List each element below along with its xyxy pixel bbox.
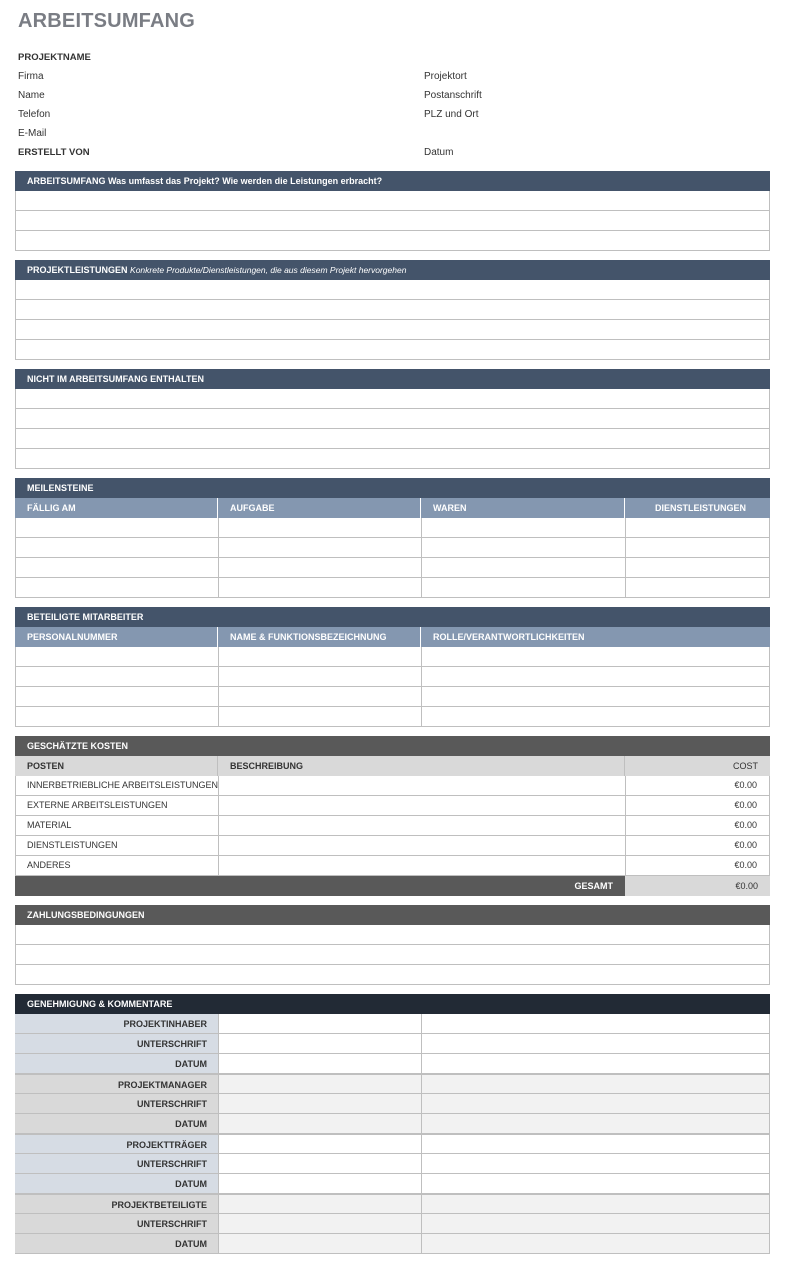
table-cell[interactable]	[16, 667, 219, 686]
approval-comment[interactable]	[421, 1075, 769, 1093]
costs-heading: GESCHÄTZTE KOSTEN	[15, 736, 770, 756]
table-row	[15, 647, 770, 667]
column-header-cost: COST	[732, 761, 758, 771]
approval-date-label: DATUM	[15, 1174, 218, 1193]
deliverables-heading	[15, 260, 770, 280]
staff-heading: BETEILIGTE MITARBEITER	[15, 607, 770, 627]
approval-field[interactable]	[218, 1094, 421, 1113]
column-header-role: ROLLE/VERANTWORTLICHKEITEN	[433, 632, 585, 642]
approval-row	[15, 1154, 770, 1174]
cost-description[interactable]	[219, 816, 626, 835]
table-cell[interactable]	[16, 687, 219, 706]
column-header-name-title: NAME & FUNKTIONSBEZEICHNUNG	[218, 627, 421, 647]
table-cell[interactable]	[626, 538, 769, 557]
table-cell[interactable]	[219, 558, 422, 577]
approval-field[interactable]	[218, 1014, 421, 1033]
approval-field[interactable]	[218, 1054, 421, 1073]
approval-role-label: PROJEKTINHABER	[15, 1014, 218, 1033]
table-cell[interactable]	[219, 667, 422, 686]
cost-description[interactable]	[219, 776, 626, 795]
payment-heading: ZAHLUNGSBEDINGUNGEN	[15, 905, 770, 925]
approval-signature-label: UNTERSCHRIFT	[15, 1214, 218, 1233]
approval-field[interactable]	[218, 1114, 421, 1133]
approval-field[interactable]	[218, 1174, 421, 1193]
approval-row	[15, 1074, 770, 1094]
created-by-label: ERSTELLT VON	[18, 147, 90, 158]
cost-item: INNERBETRIEBLICHE ARBEITSLEISTUNGEN	[16, 776, 219, 795]
approval-row	[15, 1094, 770, 1114]
approval-role-label: PROJEKTBETEILIGTE	[15, 1195, 218, 1213]
milestones-column-headers	[15, 498, 770, 518]
table-cell[interactable]	[422, 558, 626, 577]
approval-field[interactable]	[218, 1034, 421, 1053]
approval-field[interactable]	[218, 1135, 421, 1153]
deliverables-row[interactable]	[15, 340, 770, 360]
exclusions-row[interactable]	[15, 429, 770, 449]
cost-description[interactable]	[219, 836, 626, 855]
approval-date-label: DATUM	[15, 1234, 218, 1253]
cost-row	[15, 776, 770, 796]
project-name-label: PROJEKTNAME	[18, 52, 91, 63]
approval-row	[15, 1194, 770, 1214]
staff-section	[15, 607, 770, 727]
approval-date-label: DATUM	[15, 1114, 218, 1133]
approval-comment[interactable]	[421, 1054, 769, 1073]
table-cell[interactable]	[219, 578, 422, 597]
approval-row	[15, 1134, 770, 1154]
email-label: E-Mail	[18, 128, 47, 139]
table-cell[interactable]	[422, 578, 626, 597]
column-header-item: POSTEN	[15, 756, 218, 776]
scope-section	[15, 171, 770, 251]
scope-row[interactable]	[15, 231, 770, 251]
approval-heading: GENEHMIGUNG & KOMMENTARE	[15, 994, 770, 1014]
approval-comment[interactable]	[421, 1234, 769, 1253]
table-row	[15, 707, 770, 727]
table-cell[interactable]	[16, 518, 219, 537]
table-cell[interactable]	[422, 667, 769, 686]
exclusions-row[interactable]	[15, 409, 770, 429]
table-cell[interactable]	[16, 707, 219, 726]
milestones-section	[15, 478, 770, 598]
table-cell[interactable]	[422, 647, 769, 666]
cost-item: MATERIAL	[16, 816, 219, 835]
cost-total-row	[15, 876, 770, 896]
table-cell[interactable]	[16, 578, 219, 597]
approval-field[interactable]	[218, 1214, 421, 1233]
postal-address-label: Postanschrift	[424, 90, 482, 101]
payment-row[interactable]	[15, 925, 770, 945]
approval-row	[15, 1014, 770, 1034]
cost-value[interactable]: €0.00	[734, 840, 757, 850]
deliverables-heading-text: PROJEKTLEISTUNGEN	[27, 265, 128, 275]
column-header-personnel-number: PERSONALNUMMER	[15, 627, 218, 647]
table-cell[interactable]	[422, 707, 769, 726]
deliverables-section	[15, 260, 770, 360]
approval-role-label: PROJEKTTRÄGER	[15, 1135, 218, 1153]
costs-section	[15, 736, 770, 896]
table-cell[interactable]	[422, 687, 769, 706]
deliverables-row[interactable]	[15, 320, 770, 340]
column-header-due: FÄLLIG AM	[15, 498, 218, 518]
table-cell[interactable]	[626, 578, 769, 597]
zip-city-label: PLZ und Ort	[424, 109, 479, 120]
table-row	[15, 687, 770, 707]
column-header-task: AUFGABE	[218, 498, 421, 518]
approval-row	[15, 1114, 770, 1134]
approval-field[interactable]	[218, 1075, 421, 1093]
cost-row	[15, 796, 770, 816]
approval-signature-label: UNTERSCHRIFT	[15, 1034, 218, 1053]
approval-role-label: PROJEKTMANAGER	[15, 1075, 218, 1093]
table-cell[interactable]	[16, 558, 219, 577]
table-row	[15, 518, 770, 538]
approval-row	[15, 1174, 770, 1194]
cost-row	[15, 836, 770, 856]
approval-comment[interactable]	[421, 1214, 769, 1233]
approval-field[interactable]	[218, 1154, 421, 1173]
phone-label: Telefon	[18, 109, 51, 120]
table-cell[interactable]	[626, 558, 769, 577]
table-cell[interactable]	[16, 538, 219, 557]
deliverables-heading-note: Konkrete Produkte/Dienstleistungen, die aus diesem Projekt hervorgehen	[130, 265, 407, 275]
table-cell[interactable]	[16, 647, 219, 666]
exclusions-heading: NICHT IM ARBEITSUMFANG ENTHALTEN	[15, 369, 770, 389]
column-header-description: BESCHREIBUNG	[218, 756, 625, 776]
approval-comment[interactable]	[421, 1014, 769, 1033]
company-label: Firma	[18, 71, 44, 82]
cost-row	[15, 856, 770, 876]
cost-item: DIENSTLEISTUNGEN	[16, 836, 219, 855]
cost-item: ANDERES	[16, 856, 219, 875]
cost-value[interactable]: €0.00	[734, 780, 757, 790]
cost-description[interactable]	[219, 796, 626, 815]
approval-row	[15, 1234, 770, 1254]
approval-comment[interactable]	[421, 1094, 769, 1113]
cost-item: EXTERNE ARBEITSLEISTUNGEN	[16, 796, 219, 815]
cost-row	[15, 816, 770, 836]
approval-comment[interactable]	[421, 1135, 769, 1153]
scope-heading: ARBEITSUMFANG Was umfasst das Projekt? Wie werden die Leistungen erbracht?	[15, 171, 770, 191]
scope-row[interactable]	[15, 211, 770, 231]
approval-signature-label: UNTERSCHRIFT	[15, 1154, 218, 1173]
approval-date-label: DATUM	[15, 1054, 218, 1073]
table-cell[interactable]	[219, 518, 422, 537]
total-value: €0.00	[625, 876, 770, 896]
table-cell[interactable]	[219, 647, 422, 666]
table-cell[interactable]	[422, 518, 626, 537]
cost-description[interactable]	[219, 856, 626, 875]
table-row	[15, 667, 770, 687]
deliverables-row[interactable]	[15, 280, 770, 300]
approval-section	[15, 994, 770, 1254]
payment-row[interactable]	[15, 965, 770, 985]
table-cell[interactable]	[219, 538, 422, 557]
table-row	[15, 578, 770, 598]
cost-value[interactable]: €0.00	[734, 860, 757, 870]
payment-row[interactable]	[15, 945, 770, 965]
costs-column-headers	[15, 756, 770, 776]
table-row	[15, 558, 770, 578]
cost-value[interactable]: €0.00	[734, 800, 757, 810]
page-title: ARBEITSUMFANG	[18, 10, 196, 32]
column-header-services: DIENSTLEISTUNGEN	[655, 503, 747, 513]
exclusions-row[interactable]	[15, 389, 770, 409]
approval-comment[interactable]	[421, 1114, 769, 1133]
approval-row	[15, 1054, 770, 1074]
approval-comment[interactable]	[421, 1195, 769, 1213]
total-label: GESAMT	[574, 881, 613, 891]
approval-comment[interactable]	[421, 1154, 769, 1173]
cost-value[interactable]: €0.00	[734, 820, 757, 830]
approval-field[interactable]	[218, 1234, 421, 1253]
table-cell[interactable]	[626, 518, 769, 537]
milestones-heading: MEILENSTEINE	[15, 478, 770, 498]
exclusions-row[interactable]	[15, 449, 770, 469]
approval-row	[15, 1214, 770, 1234]
scope-row[interactable]	[15, 191, 770, 211]
approval-field[interactable]	[218, 1195, 421, 1213]
approval-comment[interactable]	[421, 1034, 769, 1053]
table-row	[15, 538, 770, 558]
approval-signature-label: UNTERSCHRIFT	[15, 1094, 218, 1113]
exclusions-section	[15, 369, 770, 469]
table-cell[interactable]	[219, 707, 422, 726]
column-header-goods: WAREN	[421, 498, 625, 518]
approval-row	[15, 1034, 770, 1054]
deliverables-row[interactable]	[15, 300, 770, 320]
payment-section	[15, 905, 770, 985]
table-cell[interactable]	[422, 538, 626, 557]
staff-column-headers	[15, 627, 770, 647]
approval-comment[interactable]	[421, 1174, 769, 1193]
name-label: Name	[18, 90, 45, 101]
project-location-label: Projektort	[424, 71, 467, 82]
date-label: Datum	[424, 147, 454, 158]
table-cell[interactable]	[219, 687, 422, 706]
